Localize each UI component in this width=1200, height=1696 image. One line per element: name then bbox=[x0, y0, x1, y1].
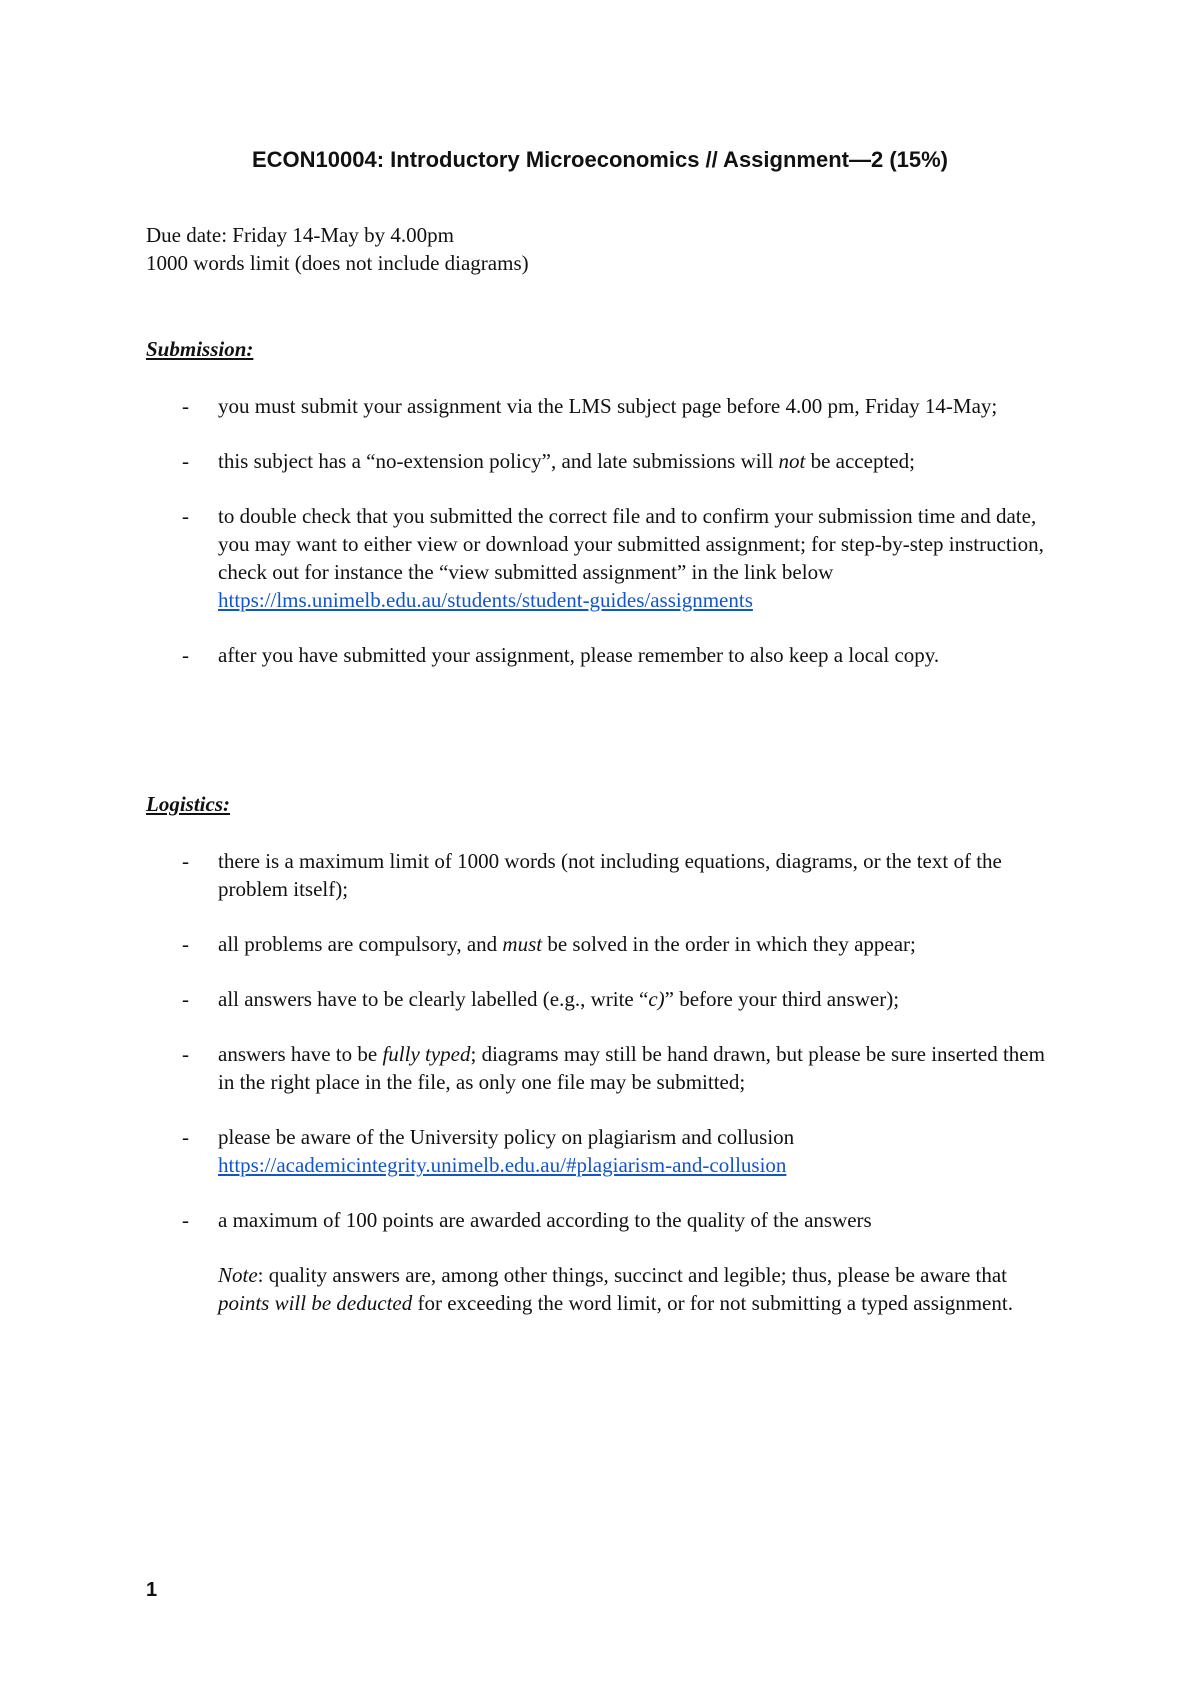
list-item bbox=[0, 1123, 1058, 1179]
list-item bbox=[0, 1206, 1058, 1317]
emphasis-text: fully typed bbox=[382, 1042, 471, 1066]
document-title: ECON10004: Introductory Microeconomics // Assignment—2 (15%) bbox=[251, 147, 949, 172]
list-item-text: after you have submitted your assignment, please remember to also keep a local copy. bbox=[218, 643, 940, 667]
bullet-dash: - bbox=[182, 394, 189, 418]
list-item-text: you must submit your assignment via the LMS subject page before 4.00 pm, Friday 14-May; bbox=[218, 394, 998, 418]
page-number: 1 bbox=[146, 1579, 158, 1601]
list-item bbox=[0, 985, 1058, 1013]
bullet-dash: - bbox=[182, 1125, 189, 1149]
emphasis-text: must bbox=[502, 932, 543, 956]
word-limit: 1000 words limit (does not include diagrams) bbox=[146, 251, 529, 275]
quality-note: Note: quality answers are, among other things, succinct and legible; thus, please be aware that points will be deducted for exceeding the word limit, or for not submitting a typed assignment. bbox=[218, 1263, 1013, 1315]
bullet-dash: - bbox=[182, 1208, 189, 1232]
list-item bbox=[0, 930, 1058, 958]
logistics-list bbox=[0, 847, 1058, 1317]
list-item-text: all problems are compulsory, and must be solved in the order in which they appear; bbox=[218, 932, 916, 956]
list-item-text: answers have to be fully typed; diagrams may still be hand drawn, but please be sure inserted them in the right place in the file, as only one file may be submitted; bbox=[218, 1042, 1045, 1094]
list-item-text: please be aware of the University policy on plagiarism and collusion https://academicintegrity.unimelb.edu.au/#plagiarism-and-collusion bbox=[218, 1125, 795, 1177]
logistics-heading: Logistics: bbox=[146, 792, 230, 816]
assignment-meta bbox=[146, 221, 529, 277]
bullet-dash: - bbox=[182, 932, 189, 956]
submission-heading: Submission: bbox=[146, 337, 254, 361]
lms-guide-link[interactable]: https://lms.unimelb.edu.au/students/student-guides/assignments bbox=[218, 588, 753, 612]
bullet-dash: - bbox=[182, 987, 189, 1011]
submission-list bbox=[0, 392, 1058, 669]
emphasis-text: c) bbox=[648, 987, 665, 1011]
emphasis-text: not bbox=[778, 449, 806, 473]
list-item-text: all answers have to be clearly labelled (e.g., write “c)” before your third answer); bbox=[218, 987, 900, 1011]
bullet-dash: - bbox=[182, 1042, 189, 1066]
list-item bbox=[0, 641, 1058, 669]
list-item bbox=[0, 447, 1058, 475]
emphasis-text: points will be deducted bbox=[218, 1291, 413, 1315]
bullet-dash: - bbox=[182, 849, 189, 873]
bullet-dash: - bbox=[182, 449, 189, 473]
list-item-text: there is a maximum limit of 1000 words (not including equations, diagrams, or the text of the problem itself); bbox=[218, 849, 1002, 901]
list-item bbox=[0, 392, 1058, 420]
list-item bbox=[0, 1040, 1058, 1096]
list-item-text: to double check that you submitted the correct file and to confirm your submission time and date, you may want to either view or download your submitted assignment; for step-by-step instruction, check out for instance the “view submitted assignment” in the link below https://lms.unimelb.edu.au/students/student-guides/assignments bbox=[218, 504, 1044, 612]
bullet-dash: - bbox=[182, 643, 189, 667]
list-item-text: a maximum of 100 points are awarded according to the quality of the answers bbox=[218, 1208, 872, 1232]
bullet-dash: - bbox=[182, 504, 189, 528]
list-item bbox=[0, 502, 1058, 614]
list-item-text: this subject has a “no-extension policy”, and late submissions will not be accepted; bbox=[218, 449, 915, 473]
list-item bbox=[0, 847, 1058, 903]
note-label: Note bbox=[218, 1263, 258, 1287]
due-date: Due date: Friday 14-May by 4.00pm bbox=[146, 223, 454, 247]
academic-integrity-link[interactable]: https://academicintegrity.unimelb.edu.au/#plagiarism-and-collusion bbox=[218, 1153, 787, 1177]
